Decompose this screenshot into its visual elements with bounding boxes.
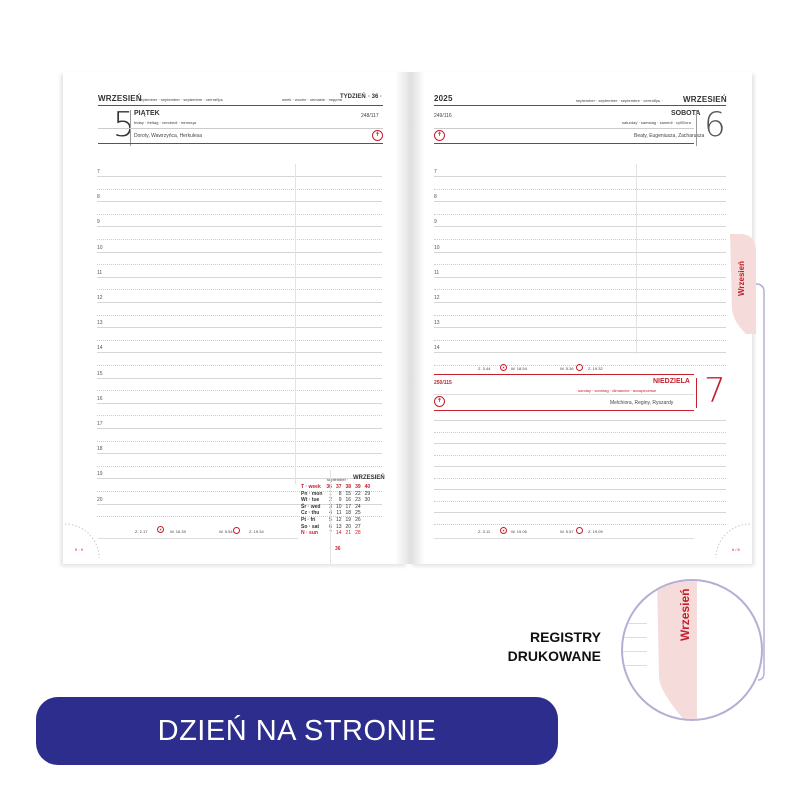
sunday-rule-2 (434, 410, 694, 411)
left-month-title: WRZESIEŃ (98, 94, 142, 103)
sunrise: Z. 2.17 (135, 529, 148, 534)
calendar-date[interactable]: 9 (338, 497, 342, 504)
sunday-name: NIEDZIELA (653, 378, 690, 385)
left-page-number: 5 · 9 (75, 547, 84, 552)
sat-moonset: Z. 19.32 (588, 366, 603, 371)
calendar-date[interactable]: 24 (355, 503, 361, 510)
hour-line[interactable] (97, 277, 382, 278)
hour-line[interactable] (97, 352, 382, 353)
sunday-number: 7 (704, 371, 726, 411)
half-hour-line[interactable] (97, 365, 382, 366)
half-hour-line[interactable] (97, 390, 382, 391)
half-hour-line[interactable] (434, 264, 726, 265)
hour-line[interactable] (97, 302, 382, 303)
moonset: Z. 19.34 (249, 529, 264, 534)
hour-line[interactable] (434, 327, 726, 328)
hour-line[interactable] (434, 252, 726, 253)
calendar-date[interactable]: 21 (345, 530, 352, 537)
sunset: W. 16.39 (170, 529, 186, 534)
sunday-name-days: Melchiora, Reginy, Ryszardy (610, 400, 674, 406)
calendar-date[interactable]: 23 (355, 497, 361, 504)
zoom-line (623, 665, 647, 666)
calendar-week-number: 38 (345, 484, 352, 490)
half-hour-line[interactable] (97, 441, 382, 442)
sun-sunset: W. 19.06 (511, 529, 527, 534)
sat-sunset: W. 18.54 (511, 366, 527, 371)
sunday-note-line[interactable] (434, 524, 726, 525)
hour-line[interactable] (97, 428, 382, 429)
sunday-note-line[interactable] (434, 501, 726, 502)
calendar-date[interactable] (363, 504, 373, 511)
footer-rule (434, 538, 694, 539)
calendar-day-name: Pt · fri (301, 516, 316, 523)
saint-icon: ✝ (434, 130, 445, 141)
calendar-row (299, 497, 372, 504)
mini-calendar (299, 484, 372, 537)
calendar-day-name: Pn · mon (301, 490, 323, 497)
calendar-day-name: Śr · wed (301, 503, 321, 510)
sun-icon: ☀ (501, 365, 506, 370)
zoom-line (623, 651, 647, 652)
month-tab-label: Wrzesień (737, 261, 746, 296)
left-corner-arc (63, 520, 103, 564)
moon-icon (576, 364, 583, 371)
calendar-date[interactable]: 20 (345, 523, 352, 530)
day-divider (696, 110, 697, 146)
calendar-week-number: 36 (326, 484, 332, 490)
hour-label: 11 (97, 269, 103, 276)
day-count: 248/117 (361, 113, 379, 119)
calendar-day-name: Cz · thu (301, 510, 320, 517)
calendar-date[interactable]: 27 (355, 523, 361, 530)
week-number: · 36 · (368, 94, 383, 100)
saint-icon: ✝ (372, 130, 383, 141)
moon-icon (576, 527, 583, 534)
calendar-date[interactable]: 17 (345, 503, 352, 510)
hour-line[interactable] (97, 453, 382, 454)
day-count: 249/116 (434, 113, 452, 119)
calendar-day-name: Wt · tue (301, 497, 320, 504)
sunday-translations: sunday · sonntag · dimanche · воскресенье (578, 388, 657, 393)
moon-icon (233, 527, 240, 534)
calendar-day-name: N · sun (301, 530, 318, 537)
sunday-note-line[interactable] (434, 455, 726, 456)
right-page-number: 6 / 8 (732, 547, 740, 552)
sunday-note-line[interactable] (434, 420, 726, 421)
name-days: Doroty, Wawrzyńca, Herkulesa (134, 133, 203, 139)
half-hour-line[interactable] (434, 315, 726, 316)
calendar-date[interactable]: 8 (338, 490, 342, 497)
left-page (63, 72, 408, 564)
sunday-rule-1 (434, 394, 694, 395)
week-label: TYDZIEŃ (340, 94, 366, 100)
hour-label: 19 (97, 471, 103, 478)
hour-label: 12 (434, 295, 440, 301)
sun-icon: ☀ (158, 527, 163, 532)
calendar-day-name: So · sat (301, 523, 320, 530)
name-days: Beaty, Eugeniusza, Zacharusza (634, 133, 705, 139)
calendar-date[interactable]: 18 (345, 510, 352, 517)
calendar-date[interactable]: 26 (355, 516, 361, 523)
calendar-row (299, 491, 372, 498)
hour-label: 8 (97, 194, 100, 201)
calendar-date[interactable] (363, 524, 373, 531)
calendar-date[interactable]: 6 (329, 523, 332, 530)
book-gutter (395, 72, 425, 564)
day-translations: saturday · samstag · samedi · суббота (622, 120, 691, 125)
bookmark-line (330, 470, 331, 564)
hour-line[interactable] (434, 201, 726, 202)
half-hour-line[interactable] (97, 214, 382, 215)
sunday-note-line[interactable] (434, 443, 726, 444)
calendar-row (299, 530, 372, 537)
sunday-count: 250/115 (434, 380, 452, 386)
right-page (410, 72, 752, 564)
calendar-date[interactable]: 11 (336, 510, 342, 517)
hour-line[interactable] (97, 327, 382, 328)
calendar-date[interactable]: 5 (329, 516, 332, 523)
hour-label: 10 (434, 244, 440, 251)
hour-line[interactable] (434, 302, 726, 303)
sunday-saint-icon: ✝ (434, 396, 445, 407)
hour-label: 13 (434, 320, 440, 327)
sun-moonrise: W. 5.57 (560, 529, 574, 534)
half-hour-line[interactable] (97, 415, 382, 416)
calendar-row (299, 524, 372, 531)
calendar-week-number: 39 (355, 484, 361, 490)
hour-label: 17 (97, 421, 103, 427)
half-hour-line[interactable] (97, 189, 382, 190)
calendar-date[interactable]: 28 (355, 530, 361, 537)
hour-line[interactable] (97, 403, 382, 404)
sunday-note-line[interactable] (434, 489, 726, 490)
hour-label: 14 (434, 345, 440, 352)
half-hour-line[interactable] (434, 214, 726, 215)
half-hour-line[interactable] (97, 239, 382, 240)
sunday-divider (696, 378, 697, 408)
hour-label: 7 (434, 169, 437, 175)
calendar-date[interactable]: 30 (364, 497, 371, 504)
sunday-note-line[interactable] (434, 512, 726, 513)
calendar-date[interactable] (363, 517, 373, 524)
zoom-circle (621, 579, 763, 721)
calendar-header-row (299, 484, 372, 491)
hour-line[interactable] (97, 201, 382, 202)
registry-line-1: REGISTRY (529, 629, 601, 645)
day-translations: friday · freitag · vendredi · пятница (134, 120, 197, 125)
hour-line[interactable] (97, 252, 382, 253)
sun-sunrise: Z. 3.11 (478, 529, 491, 534)
calendar-title-prefix: september · (327, 477, 349, 482)
header-rule (434, 105, 726, 106)
hour-label: 12 (97, 295, 103, 301)
sun-icon: ☀ (501, 528, 506, 533)
zoom-line (623, 637, 647, 638)
sunday-rule-top (434, 374, 694, 375)
calendar-date[interactable]: 15 (345, 490, 352, 497)
hour-label: 11 (434, 269, 440, 276)
day-rule-2 (434, 143, 694, 144)
footer-rule (98, 538, 298, 539)
hour-label: 15 (97, 370, 103, 377)
hour-label: 7 (97, 169, 100, 175)
day-number: 5 (113, 105, 135, 145)
registry-line-2: DRUKOWANE (507, 648, 601, 664)
half-hour-line[interactable] (434, 189, 726, 190)
calendar-date[interactable]: 16 (345, 497, 352, 504)
calendar-row (299, 517, 372, 524)
calendar-date[interactable]: 2 (329, 497, 332, 504)
hour-line[interactable] (97, 378, 382, 379)
right-month-translations: september · september · septembre · сентябрь · (576, 98, 663, 103)
zoom-tab-label: Wrzesień (678, 588, 692, 641)
header-rule (98, 105, 383, 106)
calendar-date[interactable]: 25 (355, 510, 361, 517)
calendar-date[interactable]: 29 (364, 490, 371, 497)
hour-label: 9 (434, 219, 437, 226)
left-month-translations: · september · september · septembre · сентябрь (136, 97, 223, 102)
half-hour-line[interactable] (97, 315, 382, 316)
registry-label (487, 628, 601, 666)
hour-label: 10 (97, 244, 103, 251)
hour-label: 18 (97, 446, 103, 453)
right-month-title: WRZESIEŃ (683, 95, 727, 104)
half-hour-line[interactable] (434, 239, 726, 240)
hour-line[interactable] (434, 226, 726, 227)
calendar-date[interactable]: 4 (329, 510, 332, 517)
product-banner: DZIEŃ NA STRONIE (36, 697, 558, 765)
calendar-date[interactable] (363, 530, 373, 537)
notes-column-divider (295, 164, 296, 484)
half-hour-line[interactable] (97, 340, 382, 341)
calendar-date[interactable]: 1 (329, 490, 332, 497)
half-hour-line[interactable] (97, 289, 382, 290)
hour-label: 13 (97, 320, 103, 327)
hour-line[interactable] (434, 176, 726, 177)
calendar-date[interactable]: 3 (329, 503, 332, 510)
bookmark-week: 36 (335, 546, 341, 552)
sunday-note-line[interactable] (434, 432, 726, 433)
half-hour-line[interactable] (97, 466, 382, 467)
half-hour-line[interactable] (434, 289, 726, 290)
calendar-date[interactable] (363, 510, 373, 517)
right-corner-arc (712, 520, 752, 564)
sunday-note-line[interactable] (434, 466, 726, 467)
hour-line[interactable] (434, 352, 726, 353)
moonrise: W. 5.54 (219, 529, 233, 534)
hour-label: 14 (97, 345, 103, 352)
sat-sunrise: Z. 3.44 (478, 366, 491, 371)
calendar-date[interactable]: 10 (335, 503, 342, 510)
calendar-week-label: T · week (301, 484, 321, 490)
hour-label: 20 (97, 496, 103, 503)
calendar-date[interactable]: 7 (329, 530, 332, 537)
week-translations: week · woche · semaine · неделя (282, 97, 342, 102)
hour-line[interactable] (97, 226, 382, 227)
day-name: PIĄTEK (134, 110, 160, 117)
mini-calendar-table (299, 484, 372, 537)
calendar-date[interactable]: 13 (335, 523, 342, 530)
zoom-line (623, 623, 647, 624)
calendar-row (299, 504, 372, 511)
calendar-date[interactable]: 14 (335, 530, 342, 537)
hour-line[interactable] (97, 176, 382, 177)
hour-label: 16 (97, 395, 103, 402)
notes-column-divider (636, 164, 637, 354)
calendar-date[interactable]: 12 (335, 516, 342, 523)
half-hour-line[interactable] (434, 340, 726, 341)
calendar-week-number: 37 (335, 484, 342, 490)
sun-moonset: Z. 19.09 (588, 529, 603, 534)
hour-label: 8 (434, 194, 437, 201)
hour-label: 9 (97, 219, 100, 226)
calendar-week-number: 40 (364, 484, 371, 490)
day-rule-1 (98, 128, 383, 129)
sat-moonrise: W. 5.36 (560, 366, 574, 371)
year: 2025 (434, 94, 453, 103)
calendar-row (299, 510, 372, 517)
day-rule-1 (434, 128, 694, 129)
calendar-date[interactable]: 19 (345, 516, 352, 523)
day-number: 6 (704, 105, 726, 145)
half-hour-line[interactable] (97, 264, 382, 265)
day-rule-2 (98, 143, 383, 144)
hour-line[interactable] (434, 277, 726, 278)
calendar-title: WRZESIEŃ (353, 475, 385, 481)
sunday-note-line[interactable] (434, 478, 726, 479)
calendar-date[interactable]: 22 (355, 490, 361, 497)
day-name: SOBOTA (671, 110, 701, 117)
